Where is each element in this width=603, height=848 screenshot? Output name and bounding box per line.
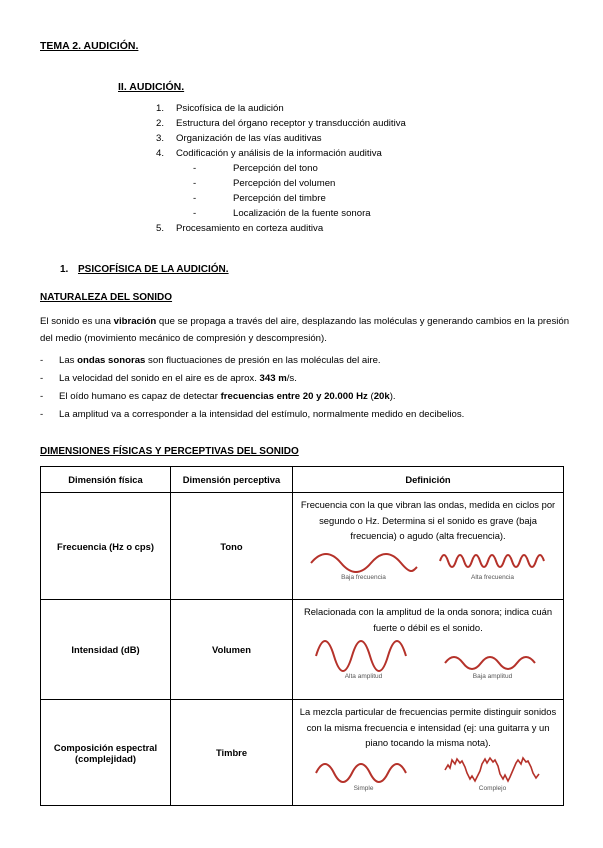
wave-illustration: Complejo [443,755,543,793]
definition-text: Frecuencia con la que vibran las ondas, medida en ciclos por segundo o Hz. Determina si el sonido es grave (baja frecuencia) o agudo (alta frecuencia). [300,499,556,541]
table-of-contents [156,101,496,236]
wave-illustration: Alta amplitud [314,639,414,681]
definition-text: Relacionada con la amplitud de la onda sonora; indica cuán fuerte o débil es el sonido. [303,606,553,633]
column-header: Dimensión física [41,467,171,493]
table-cell: Intensidad (dB) [41,600,171,700]
sub-list-item: - Percepción del tono [193,163,318,174]
complex-wave-icon [443,755,543,785]
list-item: 4. Codificación y análisis de la información auditiva [156,148,382,159]
list-item: 3. Organización de las vías auditivas [156,133,322,144]
sub-list-item: - Percepción del timbre [193,193,326,204]
table-header-row [41,467,564,493]
low-amplitude-wave-icon [443,653,543,673]
table-cell: Volumen [171,600,293,700]
table-row [41,600,564,700]
table-cell: Frecuencia (Hz o cps) [41,493,171,600]
subsection-heading: NATURALEZA DEL SONIDO [40,292,173,303]
bullet-list [40,352,570,424]
low-frequency-wave-icon [309,552,419,574]
list-item: 2. Estructura del órgano receptor y transducción auditiva [156,118,406,129]
simple-wave-icon [314,761,414,785]
table-cell: Tono [171,493,293,600]
list-item: - Las ondas sonoras son fluctuaciones de presión en las moléculas del aire. [40,355,381,366]
column-header: Definición [293,467,564,493]
subsection-heading: DIMENSIONES FÍSICAS Y PERCEPTIVAS DEL SONIDO [40,446,299,457]
table-cell [293,493,564,600]
list-item: 5. Procesamiento en corteza auditiva [156,223,324,234]
page-title: TEMA 2. AUDICIÓN. [40,40,139,52]
wave-illustration: Baja frecuencia [309,552,419,582]
wave-illustration: Alta frecuencia [438,548,548,582]
list-item: - La amplitud va a corresponder a la intensidad del estímulo, normalmente medido en decibelios. [40,409,465,420]
definition-text: La mezcla particular de frecuencias permite distinguir sonidos con la misma frecuencia e intensidad (ej: una guitarra y un piano tocando la misma nota). [299,706,557,748]
dimensions-table [40,466,564,806]
table-row [41,700,564,806]
section-heading: 1. PSICOFÍSICA DE LA AUDICIÓN. [60,264,229,275]
sub-list-item: - Localización de la fuente sonora [193,208,371,219]
list-item: 1. Psicofísica de la audición [156,103,284,114]
table-cell [293,700,564,806]
sub-list-item: - Percepción del volumen [193,178,336,189]
column-header: Dimensión perceptiva [171,467,293,493]
table-cell [293,600,564,700]
wave-illustration: Simple [314,761,414,793]
table-row [41,493,564,600]
high-frequency-wave-icon [438,548,548,574]
high-amplitude-wave-icon [314,639,414,673]
list-item: - La velocidad del sonido en el aire es de aprox. 343 m/s. [40,373,297,384]
list-item: - El oído humano es capaz de detectar frecuencias entre 20 y 20.000 Hz (20k). [40,391,396,402]
table-cell: Composición espectral (complejidad) [41,700,171,806]
table-cell: Timbre [171,700,293,806]
paragraph: El sonido es una vibración que se propaga a través del aire, desplazando las moléculas y generando cambios en la presión del medio (movimiento mecánico de compresión y descompresión). [40,316,570,344]
section-subtitle: II. AUDICIÓN. [118,81,185,93]
wave-illustration: Baja amplitud [443,653,543,681]
